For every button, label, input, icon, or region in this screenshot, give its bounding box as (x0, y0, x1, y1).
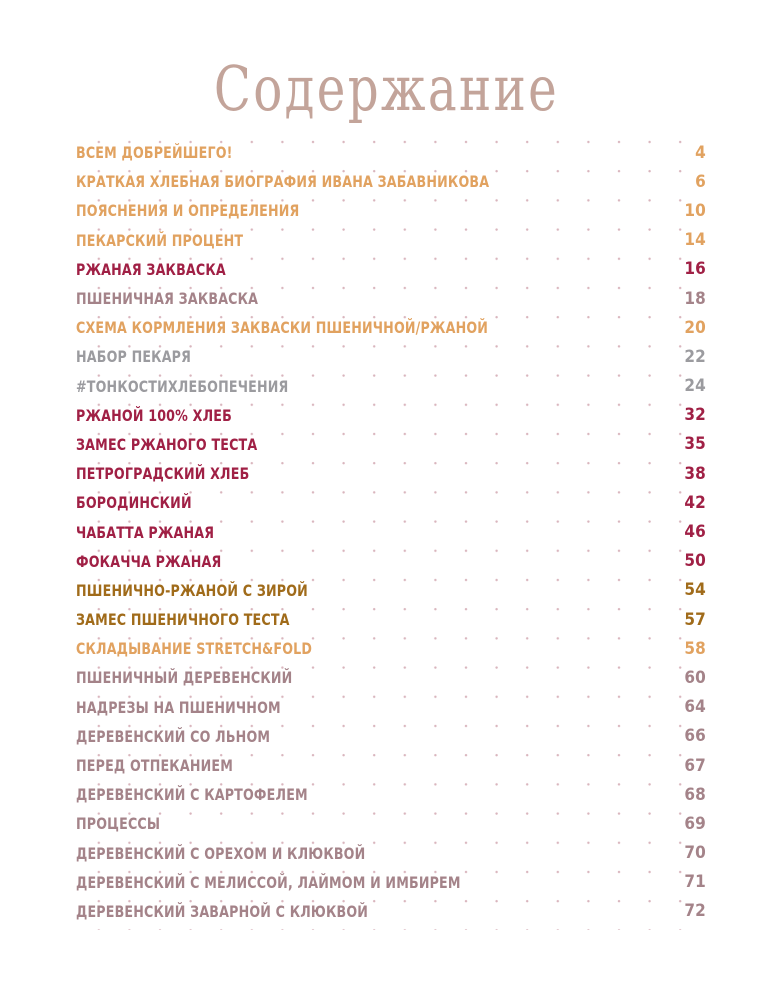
page-title: Содержание (213, 52, 560, 125)
toc-entry[interactable] (76, 517, 706, 546)
toc-entry[interactable] (76, 459, 706, 488)
toc-entry[interactable] (76, 138, 706, 167)
toc-entry[interactable] (76, 284, 706, 313)
toc-entry-title: ВСЕМ ДОБРЕЙШЕГО! (76, 143, 233, 163)
toc-entry-page: 32 (684, 405, 706, 426)
toc-entry-page: 4 (695, 142, 706, 163)
toc-entry-title: ПШЕНИЧНАЯ ЗАКВАСКА (76, 289, 259, 309)
toc-entry-page: 46 (684, 522, 706, 543)
toc-entry-page: 70 (684, 843, 706, 864)
toc-entry-page: 6 (695, 171, 706, 192)
toc-entry[interactable] (76, 809, 706, 838)
toc-entry-page: 57 (684, 609, 706, 630)
toc-entry[interactable] (76, 663, 706, 692)
toc-entry-title: ФОКАЧЧА РЖАНАЯ (76, 551, 222, 571)
toc-entry-page: 60 (684, 667, 706, 688)
toc-entry-page: 68 (684, 784, 706, 805)
toc-entry[interactable] (76, 576, 706, 605)
toc-entry-page: 42 (684, 492, 706, 513)
toc-entry[interactable] (76, 226, 706, 255)
toc-entry-title: ДЕРЕВЕНСКИЙ С ОРЕХОМ И КЛЮКВОЙ (76, 843, 366, 863)
toc-entry-page: 35 (684, 434, 706, 455)
toc-entry[interactable] (76, 488, 706, 517)
toc-entry-title: ДЕРЕВЕНСКИЙ С МЕЛИССОЙ, ЛАЙМОМ И ИМБИРЕМ (76, 872, 461, 892)
toc-entry-title: СХЕМА КОРМЛЕНИЯ ЗАКВАСКИ ПШЕНИЧНОЙ/РЖАНОЙ (76, 318, 489, 338)
toc-entry-page: 14 (684, 230, 706, 251)
toc-entry-title: ПЕТРОГРАДСКИЙ ХЛЕБ (76, 464, 250, 484)
toc-entry-title: ЧАБАТТА РЖАНАЯ (76, 522, 215, 542)
toc-entry-title: НАБОР ПЕКАРЯ (76, 347, 192, 367)
toc-entry-page: 22 (684, 346, 706, 367)
toc-entry-title: ПЕКАРСКИЙ ПРОЦЕНТ (76, 230, 244, 250)
toc-entry-title: ДЕРЕВЕНСКИЙ ЗАВАРНОЙ С КЛЮКВОЙ (76, 901, 369, 921)
toc-entry-title: ДЕРЕВЕНСКИЙ С КАРТОФЕЛЕМ (76, 785, 308, 805)
toc-entry-page: 72 (684, 901, 706, 922)
toc-entry-page: 66 (684, 726, 706, 747)
toc-entry[interactable] (76, 255, 706, 284)
toc-entry-title: РЖАНОЙ 100% ХЛЕБ (76, 405, 232, 425)
toc-entry[interactable] (76, 167, 706, 196)
toc-entry-title: КРАТКАЯ ХЛЕБНАЯ БИОГРАФИЯ ИВАНА ЗАБАВНИКОВА (76, 172, 490, 192)
toc-entry-page: 24 (684, 376, 706, 397)
toc-entry[interactable] (76, 372, 706, 401)
toc-entry-title: ЗАМЕС РЖАНОГО ТЕСТА (76, 434, 258, 454)
toc-list (76, 138, 706, 926)
toc-entry-title: НАДРЕЗЫ НА ПШЕНИЧНОМ (76, 697, 281, 717)
toc-entry[interactable] (76, 897, 706, 926)
toc-entry[interactable] (76, 780, 706, 809)
toc-entry-title: РЖАНАЯ ЗАКВАСКА (76, 259, 226, 279)
toc-entry-page: 10 (684, 200, 706, 221)
toc-entry-title: ПШЕНИЧНО-РЖАНОЙ С ЗИРОЙ (76, 580, 308, 600)
toc-entry[interactable] (76, 693, 706, 722)
toc-entry-page: 69 (684, 813, 706, 834)
toc-entry-title: ЗАМЕС ПШЕНИЧНОГО ТЕСТА (76, 610, 290, 630)
toc-entry[interactable] (76, 313, 706, 342)
toc-entry-title: СКЛАДЫВАНИЕ STRETCH&FOLD (76, 639, 313, 659)
toc-entry-page: 58 (684, 638, 706, 659)
toc-entry-page: 38 (684, 463, 706, 484)
toc-entry-title: БОРОДИНСКИЙ (76, 493, 192, 513)
toc-entry-page: 20 (684, 317, 706, 338)
toc-entry[interactable] (76, 751, 706, 780)
toc-entry-page: 64 (684, 697, 706, 718)
toc-entry[interactable] (76, 605, 706, 634)
toc-entry-page: 50 (684, 551, 706, 572)
toc-entry-page: 18 (684, 288, 706, 309)
toc-entry-page: 71 (684, 872, 706, 893)
toc-entry[interactable] (76, 342, 706, 371)
toc-entry-title: ПЕРЕД ОТПЕКАНИЕМ (76, 756, 233, 776)
toc-entry[interactable] (76, 401, 706, 430)
toc-entry-page: 54 (684, 580, 706, 601)
toc-entry[interactable] (76, 868, 706, 897)
toc-entry[interactable] (76, 722, 706, 751)
toc-entry[interactable] (76, 547, 706, 576)
toc-entry[interactable] (76, 839, 706, 868)
toc-entry-title: ДЕРЕВЕНСКИЙ СО ЛЬНОМ (76, 726, 271, 746)
toc-entry-page: 67 (684, 755, 706, 776)
toc-entry-title: ПРОЦЕССЫ (76, 814, 161, 834)
toc-entry-title: ПШЕНИЧНЫЙ ДЕРЕВЕНСКИЙ (76, 668, 293, 688)
toc-entry[interactable] (76, 634, 706, 663)
toc-entry-page: 16 (684, 259, 706, 280)
toc-entry[interactable] (76, 196, 706, 225)
toc-entry-title: ПОЯСНЕНИЯ И ОПРЕДЕЛЕНИЯ (76, 201, 300, 221)
toc-entry-title: #ТОНКОСТИХЛЕБОПЕЧЕНИЯ (76, 376, 289, 396)
toc-entry[interactable] (76, 430, 706, 459)
